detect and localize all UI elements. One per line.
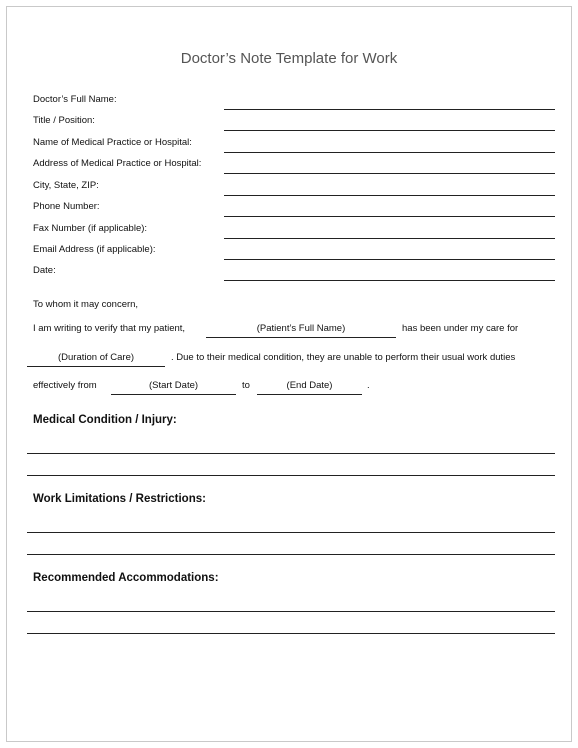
city-state-zip-field[interactable] (224, 195, 555, 196)
letter-line2-suffix: . Due to their medical condition, they are unable to perform their usual work duties (171, 352, 516, 363)
section-heading-accommodations: Recommended Accommodations: (33, 572, 219, 584)
fax-field[interactable] (224, 238, 555, 239)
work-limitations-line-1[interactable] (27, 532, 555, 533)
field-label-practice-name: Name of Medical Practice or Hospital: (33, 137, 192, 148)
end-date-field[interactable]: (End Date) (257, 379, 362, 395)
medical-condition-line-2[interactable] (27, 475, 555, 476)
salutation: To whom it may concern, (33, 299, 139, 310)
field-label-practice-address: Address of Medical Practice or Hospital: (33, 158, 202, 169)
accommodations-line-1[interactable] (27, 611, 555, 612)
letter-line1-prefix: I am writing to verify that my patient, (33, 323, 186, 334)
field-label-city-state-zip: City, State, ZIP: (33, 180, 99, 191)
section-heading-work-limitations: Work Limitations / Restrictions: (33, 493, 206, 505)
doctor-name-field[interactable] (224, 109, 555, 110)
accommodations-line-2[interactable] (27, 633, 555, 634)
field-label-doctor-name: Doctor’s Full Name: (33, 94, 117, 105)
email-field[interactable] (224, 259, 555, 260)
date-field[interactable] (224, 280, 555, 281)
practice-address-field[interactable] (224, 173, 555, 174)
medical-condition-line-1[interactable] (27, 453, 555, 454)
section-heading-medical-condition: Medical Condition / Injury: (33, 414, 177, 426)
letter-line3-prefix: effectively from (33, 380, 97, 391)
phone-field[interactable] (224, 216, 555, 217)
letter-line1-suffix: has been under my care for (402, 323, 519, 334)
title-position-field[interactable] (224, 130, 555, 131)
field-label-fax: Fax Number (if applicable): (33, 223, 148, 234)
practice-name-field[interactable] (224, 152, 555, 153)
start-date-field[interactable]: (Start Date) (111, 379, 236, 395)
field-label-email: Email Address (if applicable): (33, 244, 156, 255)
patient-name-field[interactable]: (Patient’s Full Name) (206, 322, 396, 338)
field-label-date: Date: (33, 265, 56, 276)
duration-of-care-field[interactable]: (Duration of Care) (27, 351, 165, 367)
work-limitations-line-2[interactable] (27, 554, 555, 555)
end-period: . (367, 380, 370, 391)
page-title: Doctor’s Note Template for Work (180, 50, 398, 67)
document-page (6, 6, 572, 742)
field-label-phone: Phone Number: (33, 201, 100, 212)
field-label-title-position: Title / Position: (33, 115, 95, 126)
to-word: to (242, 380, 250, 391)
